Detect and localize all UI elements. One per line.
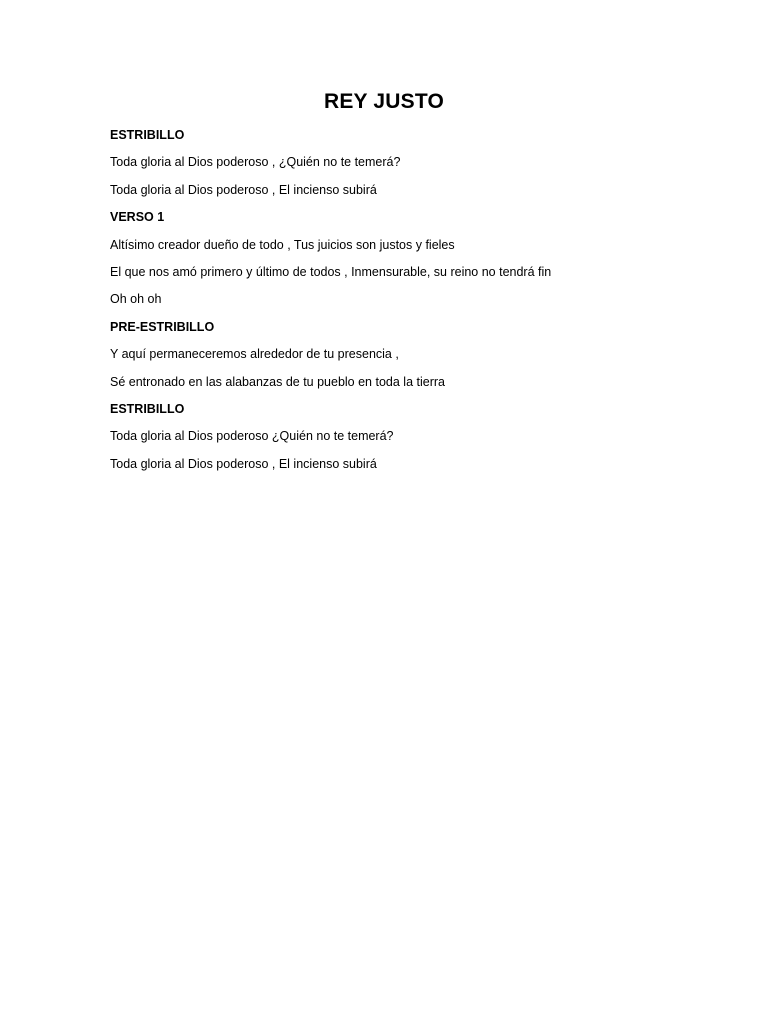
lyric-line: Sé entronado en las alabanzas de tu pueblo en toda la tierra	[110, 374, 445, 389]
lyric-line: Altísimo creador dueño de todo , Tus juicios son justos y fieles	[110, 237, 455, 252]
lyric-line: Toda gloria al Dios poderoso , ¿Quién no te temerá?	[110, 155, 401, 170]
section-heading-estribillo: ESTRIBILLO	[110, 401, 185, 416]
document-title: REY JUSTO	[323, 90, 445, 113]
section-heading-pre-estribillo: PRE-ESTRIBILLO	[110, 319, 215, 334]
section-heading-verso-1: VERSO 1	[110, 210, 165, 225]
lyrics-body	[110, 127, 710, 483]
lyric-line: Toda gloria al Dios poderoso , El incienso subirá	[110, 182, 377, 197]
lyric-line: Oh oh oh	[110, 292, 162, 307]
lyric-line: Toda gloria al Dios poderoso ¿Quién no te temerá?	[110, 429, 394, 444]
lyric-line: El que nos amó primero y último de todos , Inmensurable, su reino no tendrá fin	[110, 264, 552, 279]
section-heading-estribillo: ESTRIBILLO	[110, 128, 185, 142]
lyric-line: Y aquí permaneceremos alrededor de tu presencia ,	[110, 347, 399, 362]
lyric-line: Toda gloria al Dios poderoso , El incienso subirá	[110, 456, 377, 471]
